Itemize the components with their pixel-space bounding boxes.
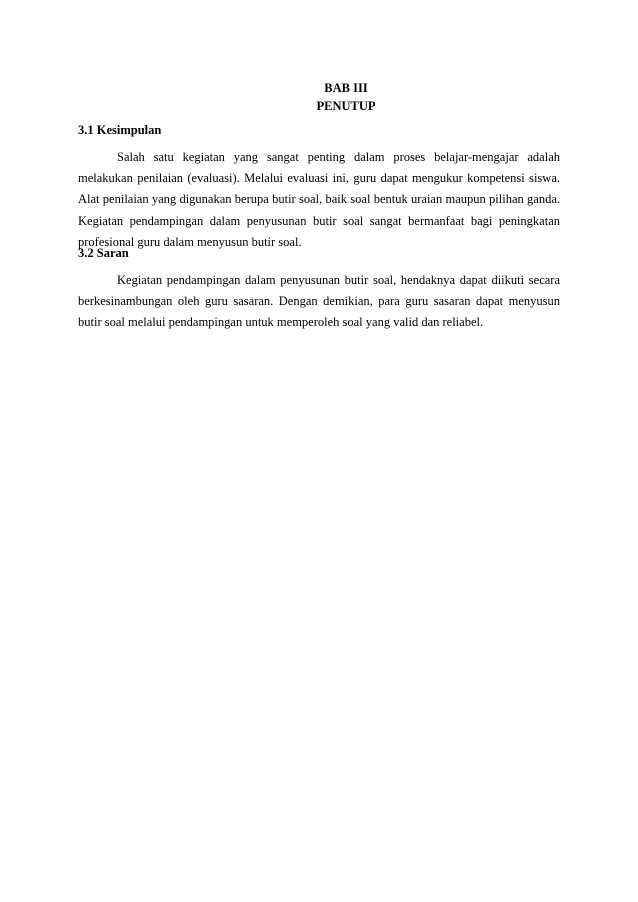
chapter-number: BAB III bbox=[324, 81, 368, 95]
section-paragraph: Salah satu kegiatan yang sangat penting dalam proses belajar-mengajar adalah melakukan penilaian (evaluasi). Melalui evaluasi ini, guru dapat mengukur kompetensi siswa. Alat penilaian yang digunakan berupa butir soal, baik soal bentuk uraian maupun pilihan ganda. Kegiatan pendampingan dalam penyusunan butir soal sangat bermanfaat bagi peningkatan profesional guru dalam menyusun butir soal. bbox=[78, 150, 560, 249]
section-kesimpulan bbox=[78, 121, 560, 253]
chapter-title: PENUTUP bbox=[316, 99, 376, 113]
section-saran bbox=[78, 244, 560, 334]
chapter-heading bbox=[78, 79, 560, 115]
section-heading: 3.2 Saran bbox=[78, 246, 129, 260]
section-paragraph: Kegiatan pendampingan dalam penyusunan butir soal, hendaknya dapat diikuti secara berkesinambungan oleh guru sasaran. Dengan demikian, para guru sasaran dapat menyusun butir soal melalui pendampingan untuk memperoleh soal yang valid dan reliabel. bbox=[78, 273, 560, 330]
section-heading: 3.1 Kesimpulan bbox=[78, 123, 162, 137]
